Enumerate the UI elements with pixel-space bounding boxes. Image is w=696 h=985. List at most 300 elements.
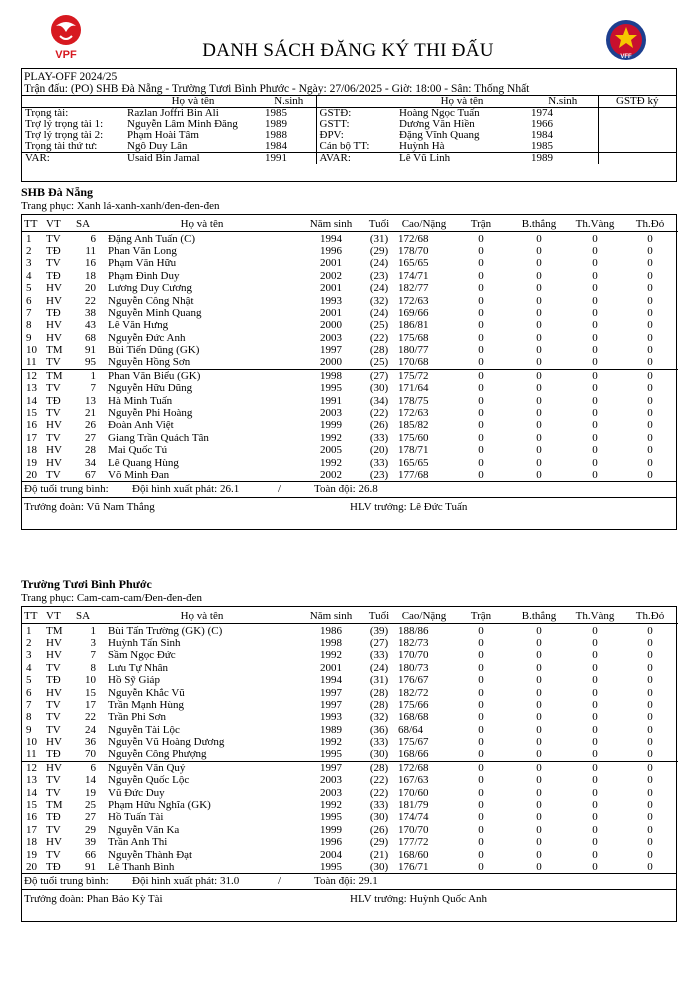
player-age-cell: (22) — [369, 331, 389, 344]
player-red-cards-cell: 0 — [622, 761, 678, 774]
player-red-cards-cell: 0 — [647, 407, 653, 420]
player-age-cell: (28) — [362, 761, 396, 774]
player-birth-year-cell: 1989 — [320, 723, 342, 736]
player-goals-cell: 0 — [536, 269, 542, 282]
player-age-cell: (32) — [369, 711, 389, 724]
player-name-cell: Nguyễn Quốc Lộc — [108, 774, 190, 787]
player-shirt-cell: 15 — [85, 686, 96, 699]
player-height-weight-cell: 180/73 — [398, 661, 429, 674]
player-height-weight-cell: 175/72 — [396, 369, 452, 382]
player-age-cell: (33) — [369, 736, 389, 749]
player-number-cell: 1 — [26, 624, 32, 637]
player-red-cards-cell: 0 — [647, 711, 653, 724]
player-yellow-cards-cell: 0 — [592, 232, 598, 245]
player-matches-cell: 0 — [478, 431, 484, 444]
player-goals-cell: 0 — [536, 331, 542, 344]
player-row — [22, 432, 678, 444]
player-shirt-cell: 43 — [85, 319, 96, 332]
player-position-cell: TV — [46, 257, 61, 270]
player-position-cell: TĐ — [46, 748, 61, 761]
player-goals-cell: 0 — [536, 723, 542, 736]
player-row — [22, 407, 678, 419]
player-position-cell: TM — [46, 624, 63, 637]
player-matches-cell: 0 — [478, 319, 484, 332]
player-goals-cell: 0 — [536, 823, 542, 836]
age-summary — [21, 874, 677, 890]
team-staff — [21, 498, 677, 530]
player-age-cell: (24) — [369, 306, 389, 319]
official-role: ĐPV: — [316, 130, 396, 141]
player-row — [22, 394, 678, 406]
player-shirt-cell: 22 — [85, 711, 96, 724]
player-row — [22, 774, 678, 786]
player-birth-year-cell: 2001 — [320, 282, 342, 295]
roster-header-player-red-cards: Th.Đỏ — [622, 607, 678, 624]
player-shirt-cell: 28 — [85, 444, 96, 457]
player-name-cell: Bùi Tiến Dũng (GK) — [108, 344, 200, 357]
roster-header-player-yellow-cards: Th.Vàng — [568, 215, 622, 232]
player-height-weight-cell: 182/73 — [398, 636, 429, 649]
player-shirt-cell: 20 — [85, 282, 96, 295]
player-name-cell: Nguyễn Thành Đạt — [108, 848, 193, 861]
player-name-cell: Nguyễn Minh Quang — [108, 306, 202, 319]
player-shirt-cell: 16 — [85, 257, 96, 270]
player-name-cell: Phạm Đình Duy — [108, 269, 180, 282]
player-row — [22, 332, 678, 344]
player-matches-cell: 0 — [478, 244, 484, 257]
official-role: Trợ lý trọng tài 1: — [25, 118, 104, 130]
player-red-cards-cell: 0 — [647, 331, 653, 344]
player-position-cell: TV — [46, 774, 61, 787]
player-position-cell: TĐ — [46, 306, 61, 319]
player-matches-cell: 0 — [478, 407, 484, 420]
player-age-cell: (23) — [369, 269, 389, 282]
player-birth-year-cell: 2003 — [320, 331, 342, 344]
player-goals-cell: 0 — [510, 369, 568, 382]
player-shirt-cell: 10 — [85, 674, 96, 687]
player-red-cards-cell: 0 — [647, 244, 653, 257]
player-matches-cell: 0 — [478, 786, 484, 799]
player-position-cell: TV — [46, 469, 61, 481]
player-yellow-cards-cell: 0 — [592, 686, 598, 699]
player-shirt-cell: 66 — [85, 848, 96, 861]
player-number-cell: 5 — [26, 674, 32, 687]
player-position-cell: TV — [46, 431, 61, 444]
player-yellow-cards-cell: 0 — [592, 723, 598, 736]
player-age-cell: (25) — [369, 356, 389, 369]
player-row — [22, 761, 678, 774]
player-age-cell: (22) — [369, 774, 389, 787]
player-yellow-cards-cell: 0 — [568, 761, 622, 774]
player-matches-cell: 0 — [478, 799, 484, 812]
official-role: VAR: — [25, 152, 50, 164]
player-birth-year-cell: 2003 — [320, 407, 342, 420]
player-height-weight-cell: 176/67 — [398, 674, 429, 687]
official-role: AVAR: — [316, 153, 396, 165]
player-number-cell: 8 — [26, 711, 32, 724]
player-age-cell: (20) — [369, 444, 389, 457]
roster-header-player-position: VT — [44, 215, 74, 232]
player-shirt-cell: 68 — [85, 331, 96, 344]
player-shirt-cell: 7 — [90, 382, 96, 395]
player-age-cell: (29) — [369, 836, 389, 849]
player-number-cell: 4 — [26, 661, 32, 674]
player-number-cell: 15 — [26, 799, 37, 812]
player-height-weight-cell: 170/70 — [398, 823, 429, 836]
player-age-cell: (27) — [369, 636, 389, 649]
player-goals-cell: 0 — [536, 649, 542, 662]
player-position-cell: HV — [46, 836, 62, 849]
player-age-cell: (33) — [369, 431, 389, 444]
player-shirt-cell: 1 — [90, 624, 96, 637]
player-age-cell: (28) — [369, 344, 389, 357]
player-matches-cell: 0 — [452, 369, 510, 382]
team-roster-box — [21, 214, 677, 482]
player-name-cell: Võ Minh Đan — [108, 469, 170, 481]
roster-header-row — [22, 215, 678, 232]
player-number-cell: 17 — [26, 823, 37, 836]
player-row — [22, 848, 678, 860]
player-goals-cell: 0 — [536, 624, 542, 637]
player-yellow-cards-cell: 0 — [592, 823, 598, 836]
player-row — [22, 444, 678, 456]
player-age-cell: (30) — [369, 748, 389, 761]
player-red-cards-cell: 0 — [647, 861, 653, 873]
player-yellow-cards-cell: 0 — [592, 836, 598, 849]
player-row — [22, 736, 678, 748]
player-red-cards-cell: 0 — [647, 774, 653, 787]
player-row — [22, 748, 678, 761]
match-info-box — [21, 68, 677, 182]
player-number-cell: 3 — [26, 257, 32, 270]
player-red-cards-cell: 0 — [647, 232, 653, 245]
player-height-weight-cell: 168/68 — [398, 711, 429, 724]
player-yellow-cards-cell: 0 — [592, 282, 598, 295]
player-height-weight-cell: 169/66 — [398, 306, 429, 319]
player-position-cell: TĐ — [46, 394, 61, 407]
player-birth-year-cell: 2001 — [320, 306, 342, 319]
player-number-cell: 15 — [26, 407, 37, 420]
player-birth-year-cell: 1997 — [320, 686, 342, 699]
officials-header-name-left: Họ và tên — [171, 95, 215, 107]
player-height-weight-cell: 165/65 — [398, 456, 429, 469]
age-summary-separator: / — [278, 483, 282, 496]
official-name: Huỳnh Hà — [399, 140, 445, 152]
player-name-cell: Bùi Tấn Trường (GK) (C) — [108, 624, 223, 637]
player-height-weight-cell: 178/71 — [398, 444, 429, 457]
player-yellow-cards-cell: 0 — [592, 811, 598, 824]
official-name: Lê Vũ Linh — [399, 152, 451, 164]
official-year: 1985 — [265, 107, 287, 119]
player-name-cell: Mai Quốc Tú — [108, 444, 168, 457]
player-goals-cell: 0 — [536, 674, 542, 687]
player-red-cards-cell: 0 — [647, 799, 653, 812]
age-summary — [21, 482, 677, 498]
player-matches-cell: 0 — [478, 232, 484, 245]
player-age-cell: (22) — [369, 407, 389, 420]
roster-header-player-shirt: SA — [74, 215, 104, 232]
player-birth-year-cell: 1995 — [320, 748, 342, 761]
player-name-cell: Trần Anh Thi — [108, 836, 168, 849]
roster-header-row — [22, 607, 678, 624]
player-birth-year-cell: 1992 — [320, 799, 342, 812]
player-height-weight-cell: 170/60 — [398, 786, 429, 799]
player-shirt-cell: 7 — [90, 649, 96, 662]
player-birth-year-cell: 1995 — [320, 811, 342, 824]
roster-header-player-shirt: SA — [74, 607, 104, 624]
player-row — [22, 369, 678, 382]
player-matches-cell: 0 — [478, 624, 484, 637]
player-position-cell: TĐ — [46, 269, 61, 282]
player-birth-year-cell: 1995 — [320, 861, 342, 873]
player-number-cell: 13 — [26, 774, 37, 787]
player-yellow-cards-cell: 0 — [592, 748, 598, 761]
player-age-cell: (23) — [369, 469, 389, 481]
player-name-cell: Lưu Tự Nhân — [108, 661, 168, 674]
player-shirt-cell: 39 — [85, 836, 96, 849]
official-name: Razlan Joffri Bin Ali — [127, 107, 219, 119]
player-birth-year-cell: 2000 — [320, 356, 342, 369]
player-number-cell: 14 — [26, 786, 37, 799]
player-row — [22, 382, 678, 394]
roster-header-player-matches: Trận — [452, 607, 510, 624]
player-height-weight-cell: 180/77 — [398, 344, 429, 357]
player-red-cards-cell: 0 — [647, 823, 653, 836]
roster-header-player-birth-year: Năm sinh — [300, 607, 362, 624]
player-age-cell: (30) — [369, 811, 389, 824]
player-yellow-cards-cell: 0 — [592, 649, 598, 662]
player-position-cell: HV — [44, 761, 74, 774]
player-shirt-cell: 19 — [85, 786, 96, 799]
official-row — [22, 141, 676, 153]
player-goals-cell: 0 — [536, 306, 542, 319]
player-red-cards-cell: 0 — [647, 848, 653, 861]
player-shirt-cell: 8 — [90, 661, 96, 674]
player-name-cell: Nguyễn Tài Lộc — [108, 723, 180, 736]
official-row — [22, 119, 676, 130]
player-goals-cell: 0 — [536, 686, 542, 699]
roster-header-player-height-weight: Cao/Nặng — [396, 607, 452, 624]
player-position-cell: TV — [46, 823, 61, 836]
player-red-cards-cell: 0 — [647, 444, 653, 457]
official-role: GSTĐ: — [316, 108, 396, 120]
player-goals-cell: 0 — [536, 382, 542, 395]
player-row — [22, 356, 678, 369]
player-shirt-cell: 38 — [85, 306, 96, 319]
player-height-weight-cell: 170/70 — [398, 649, 429, 662]
player-yellow-cards-cell: 0 — [592, 624, 598, 637]
player-row — [22, 699, 678, 711]
player-name-cell: Trần Phi Sơn — [108, 711, 166, 724]
player-name-cell: Hồ Tuấn Tài — [108, 811, 164, 824]
roster-header-player-birth-year: Năm sinh — [300, 215, 362, 232]
player-yellow-cards-cell: 0 — [592, 356, 598, 369]
player-row — [22, 711, 678, 723]
player-red-cards-cell: 0 — [647, 456, 653, 469]
player-row — [22, 674, 678, 686]
player-shirt-cell: 21 — [85, 407, 96, 420]
player-row — [22, 270, 678, 282]
player-matches-cell: 0 — [478, 774, 484, 787]
player-height-weight-cell: 172/63 — [398, 407, 429, 420]
player-row — [22, 662, 678, 674]
player-yellow-cards-cell: 0 — [592, 774, 598, 787]
player-matches-cell: 0 — [478, 661, 484, 674]
player-number-cell: 3 — [26, 649, 32, 662]
roster-table — [22, 215, 678, 481]
player-goals-cell: 0 — [536, 456, 542, 469]
player-row — [22, 637, 678, 649]
head-coach: HLV trưởng: Huỳnh Quốc Anh — [350, 893, 488, 906]
player-red-cards-cell: 0 — [647, 294, 653, 307]
player-name-cell: Lê Văn Hưng — [108, 319, 169, 332]
player-position-cell: TM — [44, 369, 74, 382]
player-birth-year-cell: 2004 — [320, 848, 342, 861]
roster-header-player-name: Họ và tên — [104, 215, 300, 232]
player-row — [22, 799, 678, 811]
player-number-cell: 18 — [26, 444, 37, 457]
player-number-cell: 14 — [26, 394, 37, 407]
player-name-cell: Nguyễn Phi Hoàng — [108, 407, 193, 420]
head-coach: HLV trưởng: Lê Đức Tuấn — [350, 501, 468, 514]
player-birth-year-cell: 1993 — [320, 294, 342, 307]
player-height-weight-cell: 165/65 — [398, 257, 429, 270]
player-position-cell: TV — [46, 848, 61, 861]
player-matches-cell: 0 — [478, 356, 484, 369]
player-birth-year-cell: 1986 — [320, 624, 342, 637]
player-height-weight-cell: 172/63 — [398, 294, 429, 307]
official-year: 1989 — [531, 152, 553, 164]
player-shirt-cell: 27 — [85, 811, 96, 824]
player-row — [22, 624, 678, 637]
player-matches-cell: 0 — [478, 811, 484, 824]
player-name-cell: Trần Mạnh Hùng — [108, 698, 184, 711]
player-matches-cell: 0 — [478, 686, 484, 699]
officials-header-year-right: N.sinh — [548, 95, 578, 107]
player-position-cell: TĐ — [46, 861, 61, 873]
player-matches-cell: 0 — [478, 469, 484, 481]
official-year: 1974 — [531, 107, 553, 119]
roster-header-player-position: VT — [44, 607, 74, 624]
player-yellow-cards-cell: 0 — [592, 407, 598, 420]
player-yellow-cards-cell: 0 — [592, 456, 598, 469]
player-number-cell: 2 — [26, 636, 32, 649]
player-number-cell: 4 — [26, 269, 32, 282]
player-position-cell: TV — [46, 698, 61, 711]
official-name: Nguyễn Lâm Minh Đăng — [127, 118, 238, 130]
official-year: 1984 — [265, 140, 287, 152]
player-matches-cell: 0 — [478, 748, 484, 761]
official-year: 1988 — [265, 129, 287, 141]
player-age-cell: (24) — [369, 257, 389, 270]
player-shirt-cell: 91 — [85, 344, 96, 357]
starting-lineup-average: Đội hình xuất phát: 26.1 — [132, 483, 240, 496]
roster-header-player-goals: B.thắng — [510, 215, 568, 232]
age-summary-separator: / — [278, 875, 282, 888]
player-age-cell: (31) — [369, 232, 389, 245]
player-birth-year-cell: 1997 — [300, 761, 362, 774]
player-shirt-cell: 91 — [85, 861, 96, 873]
player-number-cell: 5 — [26, 282, 32, 295]
player-name-cell: Nguyễn Vũ Hoàng Dương — [108, 736, 225, 749]
player-goals-cell: 0 — [536, 232, 542, 245]
player-age-cell: (22) — [369, 786, 389, 799]
player-name-cell: Nguyễn Hữu Dũng — [108, 382, 193, 395]
player-row — [22, 836, 678, 848]
player-age-cell: (30) — [369, 382, 389, 395]
player-height-weight-cell: 172/68 — [398, 232, 429, 245]
player-yellow-cards-cell: 0 — [592, 269, 598, 282]
player-name-cell: Phạm Hữu Nghĩa (GK) — [108, 799, 211, 812]
player-birth-year-cell: 1992 — [320, 431, 342, 444]
player-goals-cell: 0 — [536, 711, 542, 724]
player-red-cards-cell: 0 — [647, 661, 653, 674]
season-label: PLAY-OFF 2024/25 — [24, 71, 118, 83]
player-name-cell: Lê Quang Hùng — [108, 456, 179, 469]
player-goals-cell: 0 — [536, 394, 542, 407]
player-position-cell: HV — [46, 686, 62, 699]
player-number-cell: 19 — [26, 848, 37, 861]
player-shirt-cell: 13 — [85, 394, 96, 407]
player-goals-cell: 0 — [536, 811, 542, 824]
player-birth-year-cell: 1997 — [320, 698, 342, 711]
player-matches-cell: 0 — [478, 382, 484, 395]
player-yellow-cards-cell: 0 — [592, 444, 598, 457]
player-goals-cell: 0 — [536, 444, 542, 457]
player-birth-year-cell: 2001 — [320, 661, 342, 674]
player-height-weight-cell: 176/71 — [398, 861, 429, 873]
player-height-weight-cell: 185/82 — [398, 419, 429, 432]
player-position-cell: TM — [46, 344, 63, 357]
player-shirt-cell: 26 — [85, 419, 96, 432]
player-number-cell: 11 — [26, 748, 37, 761]
match-info: Trận đấu: (PO) SHB Đà Nẵng - Trường Tươi Bình Phước - Ngày: 27/06/2025 - Giờ: 18:00 - Sân: Thống Nhất — [24, 83, 530, 95]
player-height-weight-cell: 178/75 — [398, 394, 429, 407]
player-matches-cell: 0 — [478, 306, 484, 319]
team-manager: Trưởng đoàn: Vũ Nam Thắng — [24, 501, 155, 514]
player-birth-year-cell: 2002 — [320, 269, 342, 282]
player-yellow-cards-cell: 0 — [592, 344, 598, 357]
roster-header-player-number: TT — [22, 607, 44, 624]
player-shirt-cell: 95 — [85, 356, 96, 369]
player-birth-year-cell: 2001 — [320, 257, 342, 270]
player-age-cell: (39) — [369, 624, 389, 637]
player-number-cell: 20 — [26, 861, 37, 873]
team-average: Toàn đội: 29.1 — [314, 875, 378, 888]
player-yellow-cards-cell: 0 — [592, 394, 598, 407]
official-role: Cán bộ TT: — [316, 141, 396, 153]
player-yellow-cards-cell: 0 — [592, 736, 598, 749]
player-shirt-cell: 27 — [85, 431, 96, 444]
player-yellow-cards-cell: 0 — [592, 244, 598, 257]
player-height-weight-cell: 188/86 — [398, 624, 429, 637]
player-height-weight-cell: 178/70 — [398, 244, 429, 257]
player-goals-cell: 0 — [536, 661, 542, 674]
player-yellow-cards-cell: 0 — [592, 848, 598, 861]
player-red-cards-cell: 0 — [647, 674, 653, 687]
player-goals-cell: 0 — [510, 761, 568, 774]
player-position-cell: HV — [46, 736, 62, 749]
player-red-cards-cell: 0 — [647, 811, 653, 824]
player-height-weight-cell: 168/66 — [398, 748, 429, 761]
player-row — [22, 786, 678, 798]
player-goals-cell: 0 — [536, 257, 542, 270]
player-goals-cell: 0 — [536, 636, 542, 649]
player-goals-cell: 0 — [536, 774, 542, 787]
player-yellow-cards-cell: 0 — [592, 306, 598, 319]
roster-header-player-height-weight: Cao/Nặng — [396, 215, 452, 232]
player-age-cell: (21) — [369, 848, 389, 861]
